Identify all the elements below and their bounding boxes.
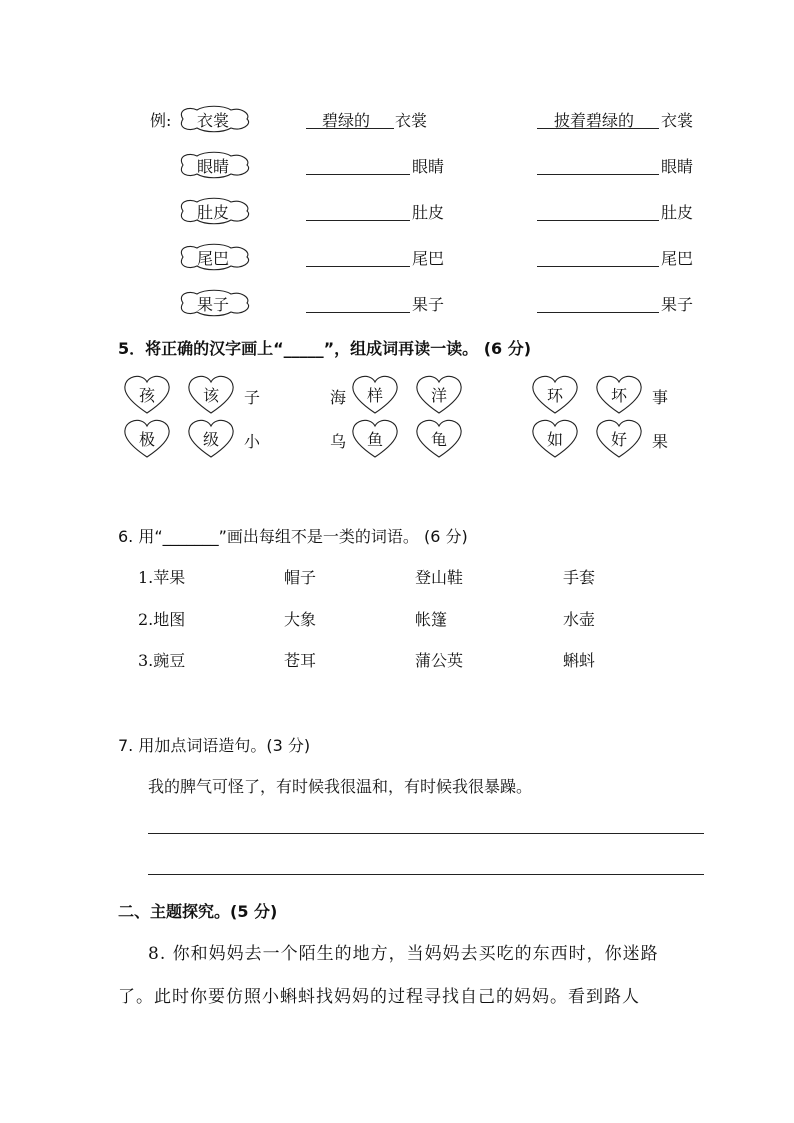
answer-blank[interactable] bbox=[306, 290, 410, 313]
noun-label: 衣裳 bbox=[661, 111, 694, 130]
word-tail: 子 bbox=[244, 388, 261, 407]
answer-blank[interactable] bbox=[306, 244, 410, 267]
cloud-word-box bbox=[175, 242, 253, 272]
q5-title: 5．将正确的汉字画上“_____”，组成词再读一读。 (6 分) bbox=[118, 339, 532, 358]
word-item[interactable]: 苍耳 bbox=[284, 651, 317, 670]
word-lead: 海 bbox=[330, 388, 347, 407]
example-prefix: 例: bbox=[150, 111, 172, 130]
heart-choice[interactable]: 洋 bbox=[415, 374, 463, 416]
cloud-word: 尾巴 bbox=[197, 249, 230, 268]
noun-label: 肚皮 bbox=[661, 203, 694, 222]
word-item[interactable]: 登山鞋 bbox=[415, 568, 464, 587]
word-tail: 果 bbox=[652, 432, 669, 451]
answer-blank[interactable] bbox=[537, 198, 659, 221]
heart-choice[interactable]: 孩 bbox=[123, 374, 171, 416]
heart-choice[interactable]: 好 bbox=[595, 418, 643, 460]
word-item[interactable]: 蒲公英 bbox=[415, 651, 464, 670]
noun-label: 眼睛 bbox=[412, 157, 445, 176]
heart-choice[interactable]: 该 bbox=[187, 374, 235, 416]
answer-line[interactable] bbox=[148, 833, 704, 834]
cloud-word-box bbox=[175, 104, 253, 134]
q7-sentence: 我的脾气可怪了，有时候我很温和，有时候我很暴躁。 bbox=[148, 777, 533, 796]
heart-choice[interactable]: 极 bbox=[123, 418, 171, 460]
word-lead: 乌 bbox=[330, 432, 347, 451]
answer-line[interactable] bbox=[148, 874, 704, 875]
heart-choice[interactable]: 鱼 bbox=[351, 418, 399, 460]
cloud-word: 果子 bbox=[197, 295, 230, 314]
heart-choice[interactable]: 样 bbox=[351, 374, 399, 416]
heart-choice[interactable]: 如 bbox=[531, 418, 579, 460]
noun-label: 尾巴 bbox=[661, 249, 694, 268]
answer-blank[interactable]: 披着碧绿的 bbox=[537, 106, 659, 129]
q8-line2: 了。此时你要仿照小蝌蚪找妈妈的过程寻找自己的妈妈。看到路人 bbox=[118, 987, 640, 1007]
noun-label: 衣裳 bbox=[395, 111, 428, 130]
noun-label: 肚皮 bbox=[412, 203, 445, 222]
noun-label: 果子 bbox=[661, 295, 694, 314]
cloud-word: 肚皮 bbox=[197, 203, 230, 222]
q6-title: 6. 用“_______”画出每组不是一类的词语。 (6 分) bbox=[118, 527, 468, 546]
word-item[interactable]: 3.豌豆 bbox=[138, 651, 186, 670]
q8-line1: 8. 你和妈妈去一个陌生的地方，当妈妈去买吃的东西时，你迷路 bbox=[148, 944, 659, 964]
answer-blank[interactable] bbox=[537, 152, 659, 175]
word-item[interactable]: 水壶 bbox=[563, 610, 596, 629]
cloud-word-box bbox=[175, 196, 253, 226]
word-item[interactable]: 大象 bbox=[284, 610, 317, 629]
cloud-word: 衣裳 bbox=[197, 111, 230, 130]
answer-blank[interactable] bbox=[537, 244, 659, 267]
answer-blank[interactable] bbox=[306, 152, 410, 175]
cloud-word: 眼睛 bbox=[197, 157, 230, 176]
word-item[interactable]: 帽子 bbox=[284, 568, 317, 587]
word-tail: 事 bbox=[652, 388, 669, 407]
answer-blank[interactable] bbox=[306, 198, 410, 221]
heart-choice[interactable]: 坏 bbox=[595, 374, 643, 416]
word-item[interactable]: 2.地图 bbox=[138, 610, 186, 629]
noun-label: 果子 bbox=[412, 295, 445, 314]
word-item[interactable]: 手套 bbox=[563, 568, 596, 587]
answer-blank[interactable]: 碧绿的 bbox=[306, 106, 394, 129]
word-item[interactable]: 帐篷 bbox=[415, 610, 448, 629]
heart-choice[interactable]: 龟 bbox=[415, 418, 463, 460]
section2-title: 二、主题探究。(5 分) bbox=[118, 902, 278, 921]
heart-choice[interactable]: 环 bbox=[531, 374, 579, 416]
cloud-word-box bbox=[175, 150, 253, 180]
noun-label: 尾巴 bbox=[412, 249, 445, 268]
word-tail: 小 bbox=[244, 432, 261, 451]
noun-label: 眼睛 bbox=[661, 157, 694, 176]
word-item[interactable]: 蝌蚪 bbox=[563, 651, 596, 670]
word-item[interactable]: 1.苹果 bbox=[138, 568, 186, 587]
answer-blank[interactable] bbox=[537, 290, 659, 313]
heart-choice[interactable]: 级 bbox=[187, 418, 235, 460]
cloud-word-box bbox=[175, 288, 253, 318]
q7-title: 7. 用加点词语造句。(3 分) bbox=[118, 736, 311, 755]
